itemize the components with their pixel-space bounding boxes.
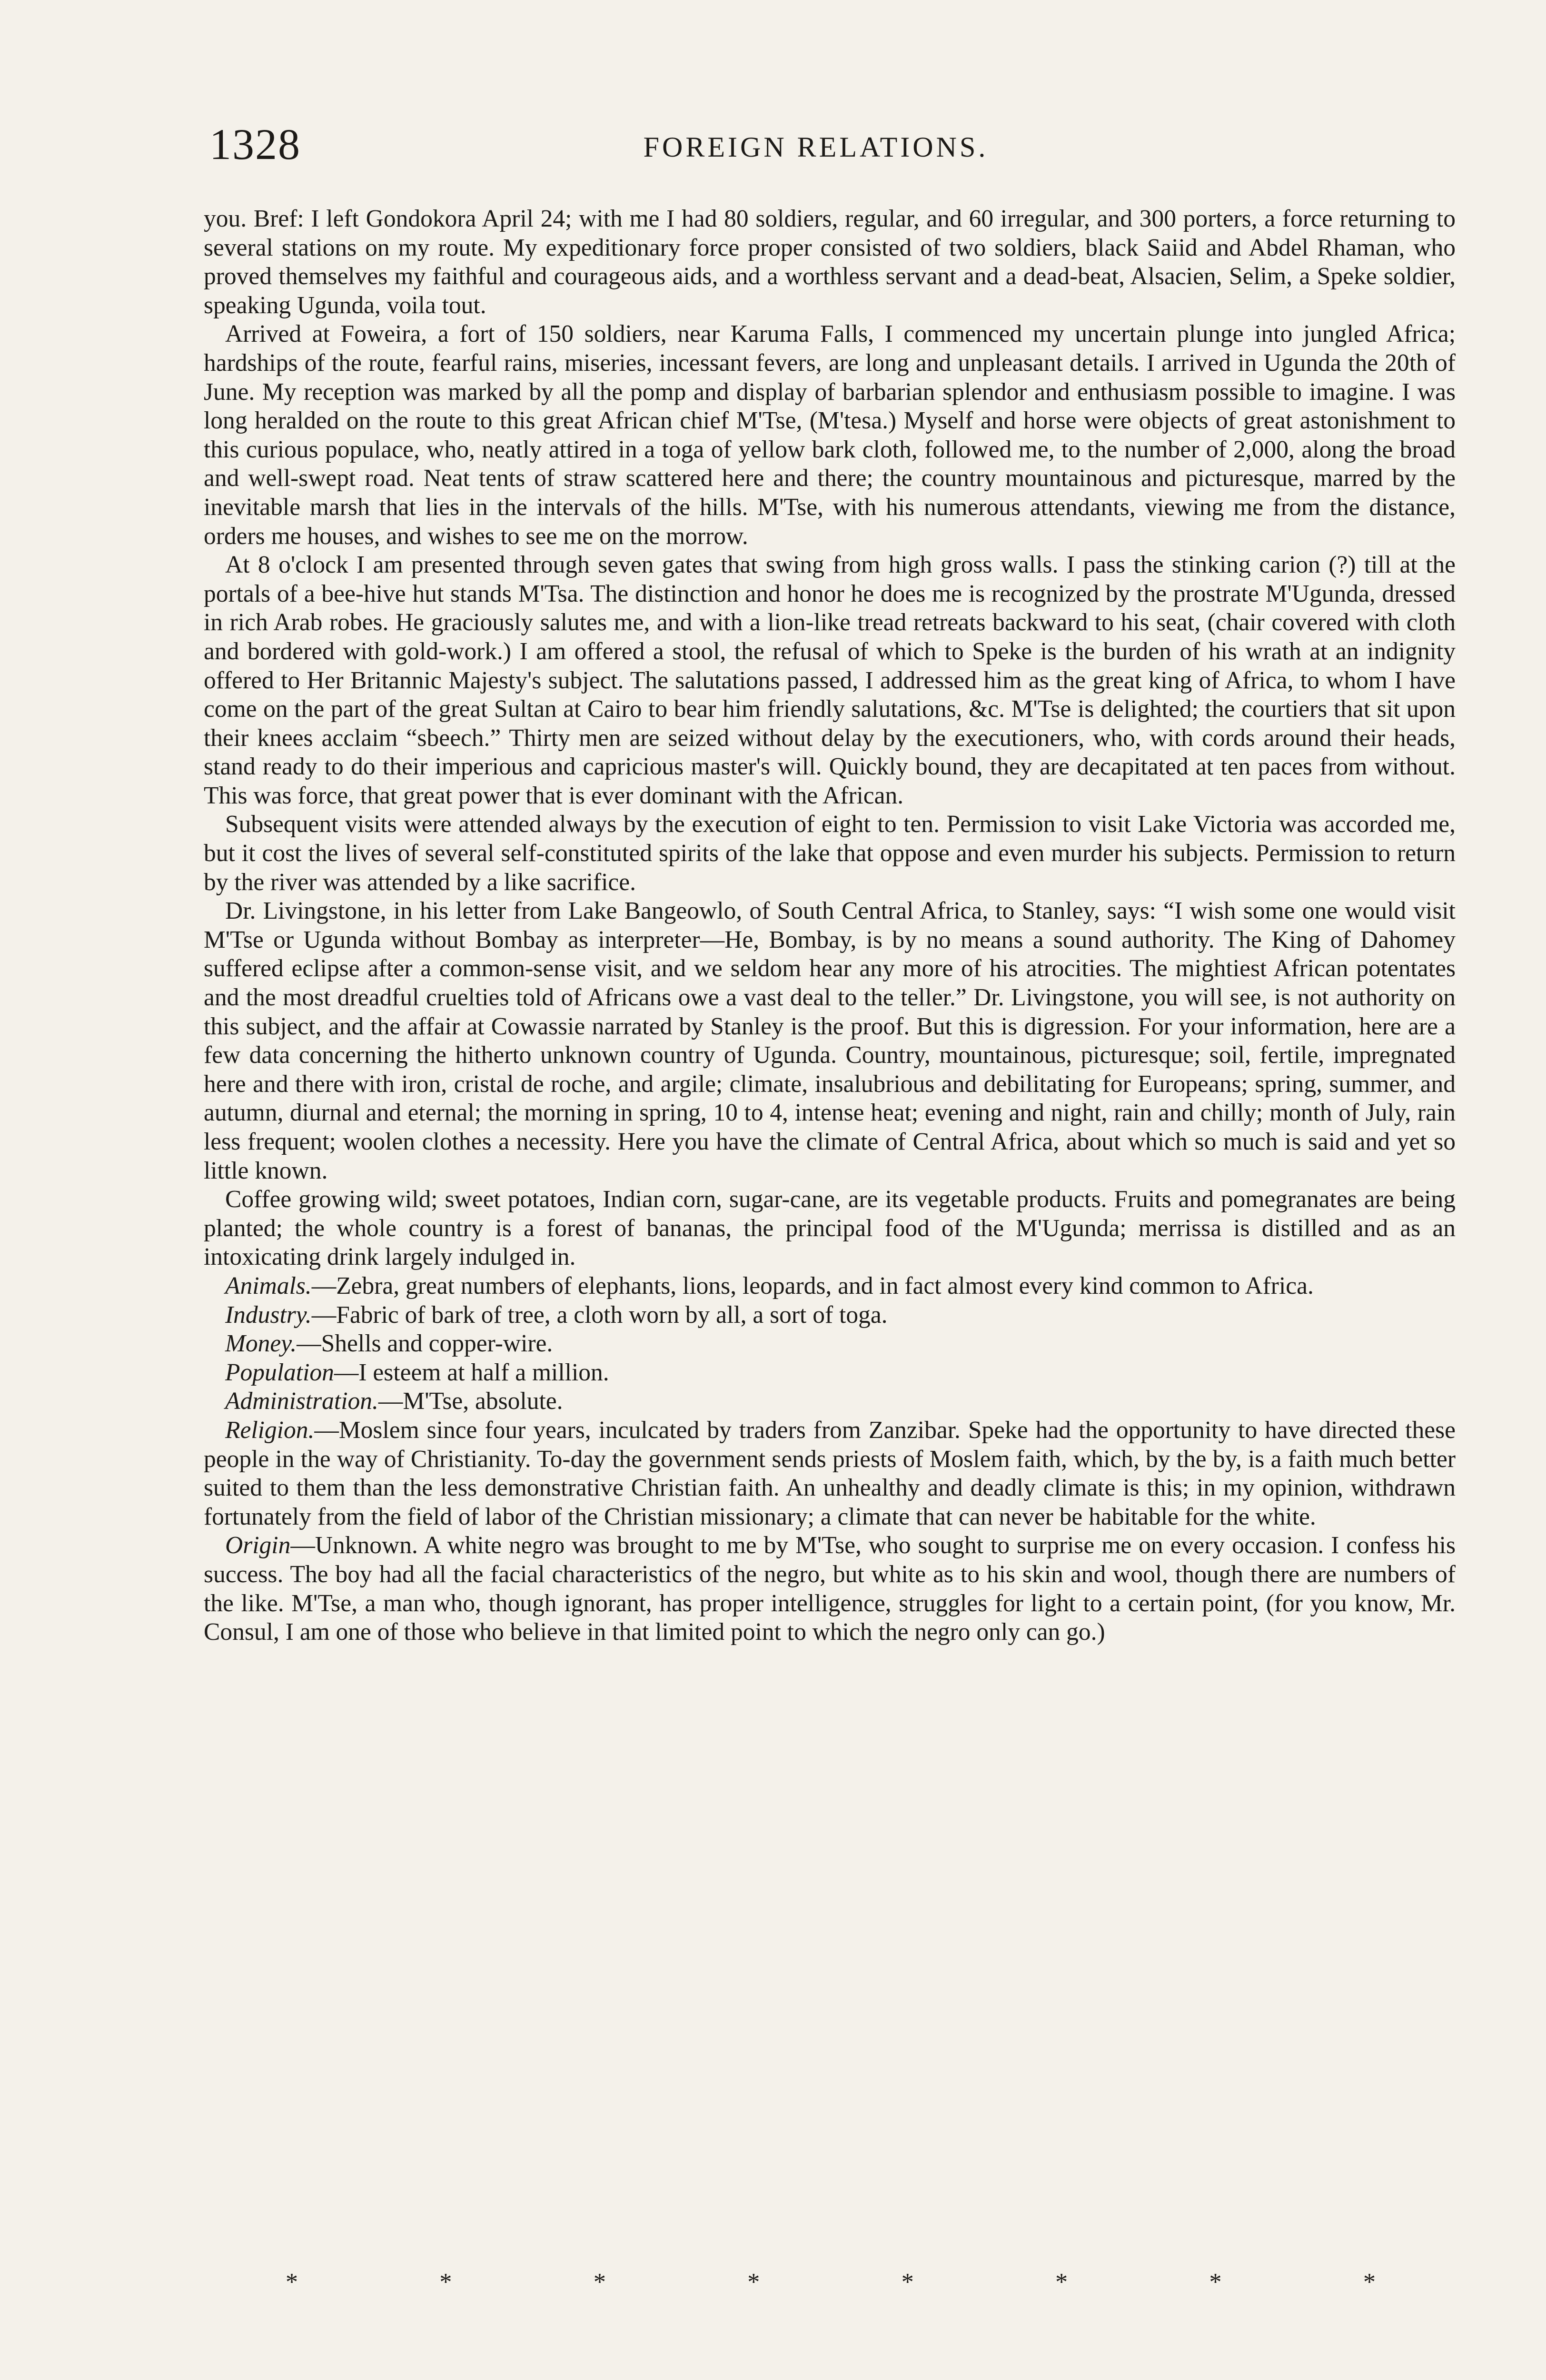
- asterisk: *: [901, 2269, 914, 2296]
- paragraph-origin: Origin—Unknown. A white negro was brought to me by M'Tse, who sought to surprise me on every occasion. I confess his success. The boy had all the facial characteristics of the negro, but white as to his skin and wool, though there are numbers of the like. M'Tse, a man who, though ignorant, has proper intelligence, struggles for light to a certain point, (for you know, Mr. Consul, I am one of those who believe in that limited point to which the negro only can go.): [204, 1532, 1456, 1646]
- paragraph-animals: Animals.—Zebra, great numbers of elephants, lions, leopards, and in fact almost every kind common to Africa.: [225, 1272, 1314, 1299]
- paragraph-industry: Industry.—Fabric of bark of tree, a cloth worn by all, a sort of toga.: [225, 1301, 888, 1329]
- body-text: [204, 205, 1456, 1647]
- paragraph: Coffee growing wild; sweet potatoes, Indian corn, sugar-cane, are its vegetable products. Fruits and pomegranates are being planted; the whole country is a forest of bananas, the principal food of the M'Ugunda; merrissa is distilled and as an intoxicating drink largely indulged in.: [204, 1186, 1456, 1271]
- page-number: 1328: [209, 120, 301, 169]
- asterisk: *: [1209, 2269, 1222, 2296]
- asterisk: *: [593, 2269, 606, 2296]
- paragraph: you. Bref: I left Gondokora April 24; with me I had 80 soldiers, regular, and 60 irregular, and 300 porters, a force returning to several stations on my route. My expeditionary force proper consisted of two soldiers, black Saiid and Abdel Rhaman, who proved themselves my faithful and courageous aids, and a worthless servant and a dead-beat, Alsacien, Selim, a Speke soldier, speaking Ugunda, voila tout.: [204, 205, 1456, 319]
- asterisk: *: [1363, 2269, 1376, 2296]
- asterisk: *: [1055, 2269, 1068, 2296]
- paragraph-money: Money.—Shells and copper-wire.: [225, 1330, 553, 1358]
- paragraph: Subsequent visits were attended always by the execution of eight to ten. Permission to visit Lake Victoria was accorded me, but it cost the lives of several self-constituted spirits of the lake that oppose and even murder his subjects. Permission to return by the river was attended by a like sacrifice.: [204, 811, 1456, 896]
- paragraph: Dr. Livingstone, in his letter from Lake Bangeowlo, of South Central Africa, to Stanley, says: “I wish some one would visit M'Tse or Ugunda without Bombay as interpreter—He, Bombay, is by no means a sound authority. The King of Dahomey suffered eclipse after a common-sense visit, and we seldom hear any more of his atrocities. The mightiest African potentates and the most dreadful cruelties told of Africans owe a vast deal to the teller.” Dr. Livingstone, you will see, is not authority on this subject, and the affair at Cowassie narrated by Stanley is the proof. But this is digression. For your information, here are a few data concerning the hitherto unknown country of Ugunda. Country, mountainous, picturesque; soil, fertile, impregnated here and there with iron, cristal de roche, and argile; climate, insalubrious and debilitating for Europeans; spring, summer, and autumn, diurnal and eternal; the morning in spring, 10 to 4, intense heat; evening and night, rain and chilly; month of July, rain less frequent; woolen clothes a necessity. Here you have the climate of Central Africa, about which so much is said and yet so little known.: [204, 897, 1456, 1184]
- asterisk-separator: [286, 2268, 1376, 2296]
- paragraph-administration: Administration.—M'Tse, absolute.: [225, 1388, 563, 1415]
- paragraph: Arrived at Foweira, a fort of 150 soldiers, near Karuma Falls, I commenced my uncertain plunge into jungled Africa; hardships of the route, fearful rains, miseries, incessant fevers, are long and unpleasant details. I arrived in Ugunda the 20th of June. My reception was marked by all the pomp and display of barbarian splendor and enthusiasm possible to imagine. I was long heralded on the route to this great African chief M'Tse, (M'tesa.) Myself and horse were objects of great astonishment to this curious populace, who, neatly attired in a toga of yellow bark cloth, followed me, to the number of 2,000, along the broad and well-swept road. Neat tents of straw scattered here and there; the country mountainous and picturesque, marred by the inevitable marsh that lies in the intervals of the hills. M'Tse, with his numerous attendants, viewing me from the distance, orders me houses, and wishes to see me on the morrow.: [204, 320, 1456, 550]
- asterisk: *: [286, 2269, 298, 2296]
- asterisk: *: [439, 2269, 452, 2296]
- paragraph: At 8 o'clock I am presented through seven gates that swing from high gross walls. I pass the stinking carion (?) till at the portals of a bee-hive hut stands M'Tsa. The distinction and honor he does me is recognized by the prostrate M'Ugunda, dressed in rich Arab robes. He graciously salutes me, and with a lion-like tread retreats backward to his seat, (chair covered with cloth and bordered with gold-work.) I am offered a stool, the refusal of which to Speke is the burden of his wrath at an indignity offered to Her Britannic Majesty's subject. The salutations passed, I addressed him as the great king of Africa, to whom I have come on the part of the great Sultan at Cairo to bear him friendly salutations, &c. M'Tse is delighted; the courtiers that sit upon their knees acclaim “sbeech.” Thirty men are seized without delay by the executioners, who, with cords around their heads, stand ready to do their imperious and capricious master's will. Quickly bound, they are decapitated at ten paces from without. This was force, that great power that is ever dominant with the African.: [204, 551, 1456, 809]
- paragraph-population: Population—I esteem at half a million.: [225, 1359, 609, 1386]
- asterisk: *: [747, 2269, 760, 2296]
- running-title: FOREIGN RELATIONS.: [643, 131, 989, 163]
- paragraph-religion: Religion.—Moslem since four years, inculcated by traders from Zanzibar. Speke had the opportunity to have directed these people in the way of Christianity. To-day the government sends priests of Moslem faith, which, by the by, is a faith much better suited to them than the less demonstrative Christian faith. An unhealthy and deadly climate is this; in my opinion, withdrawn fortunately from the field of labor of the Christian missionary; a climate that can never be habitable for the white.: [204, 1416, 1456, 1530]
